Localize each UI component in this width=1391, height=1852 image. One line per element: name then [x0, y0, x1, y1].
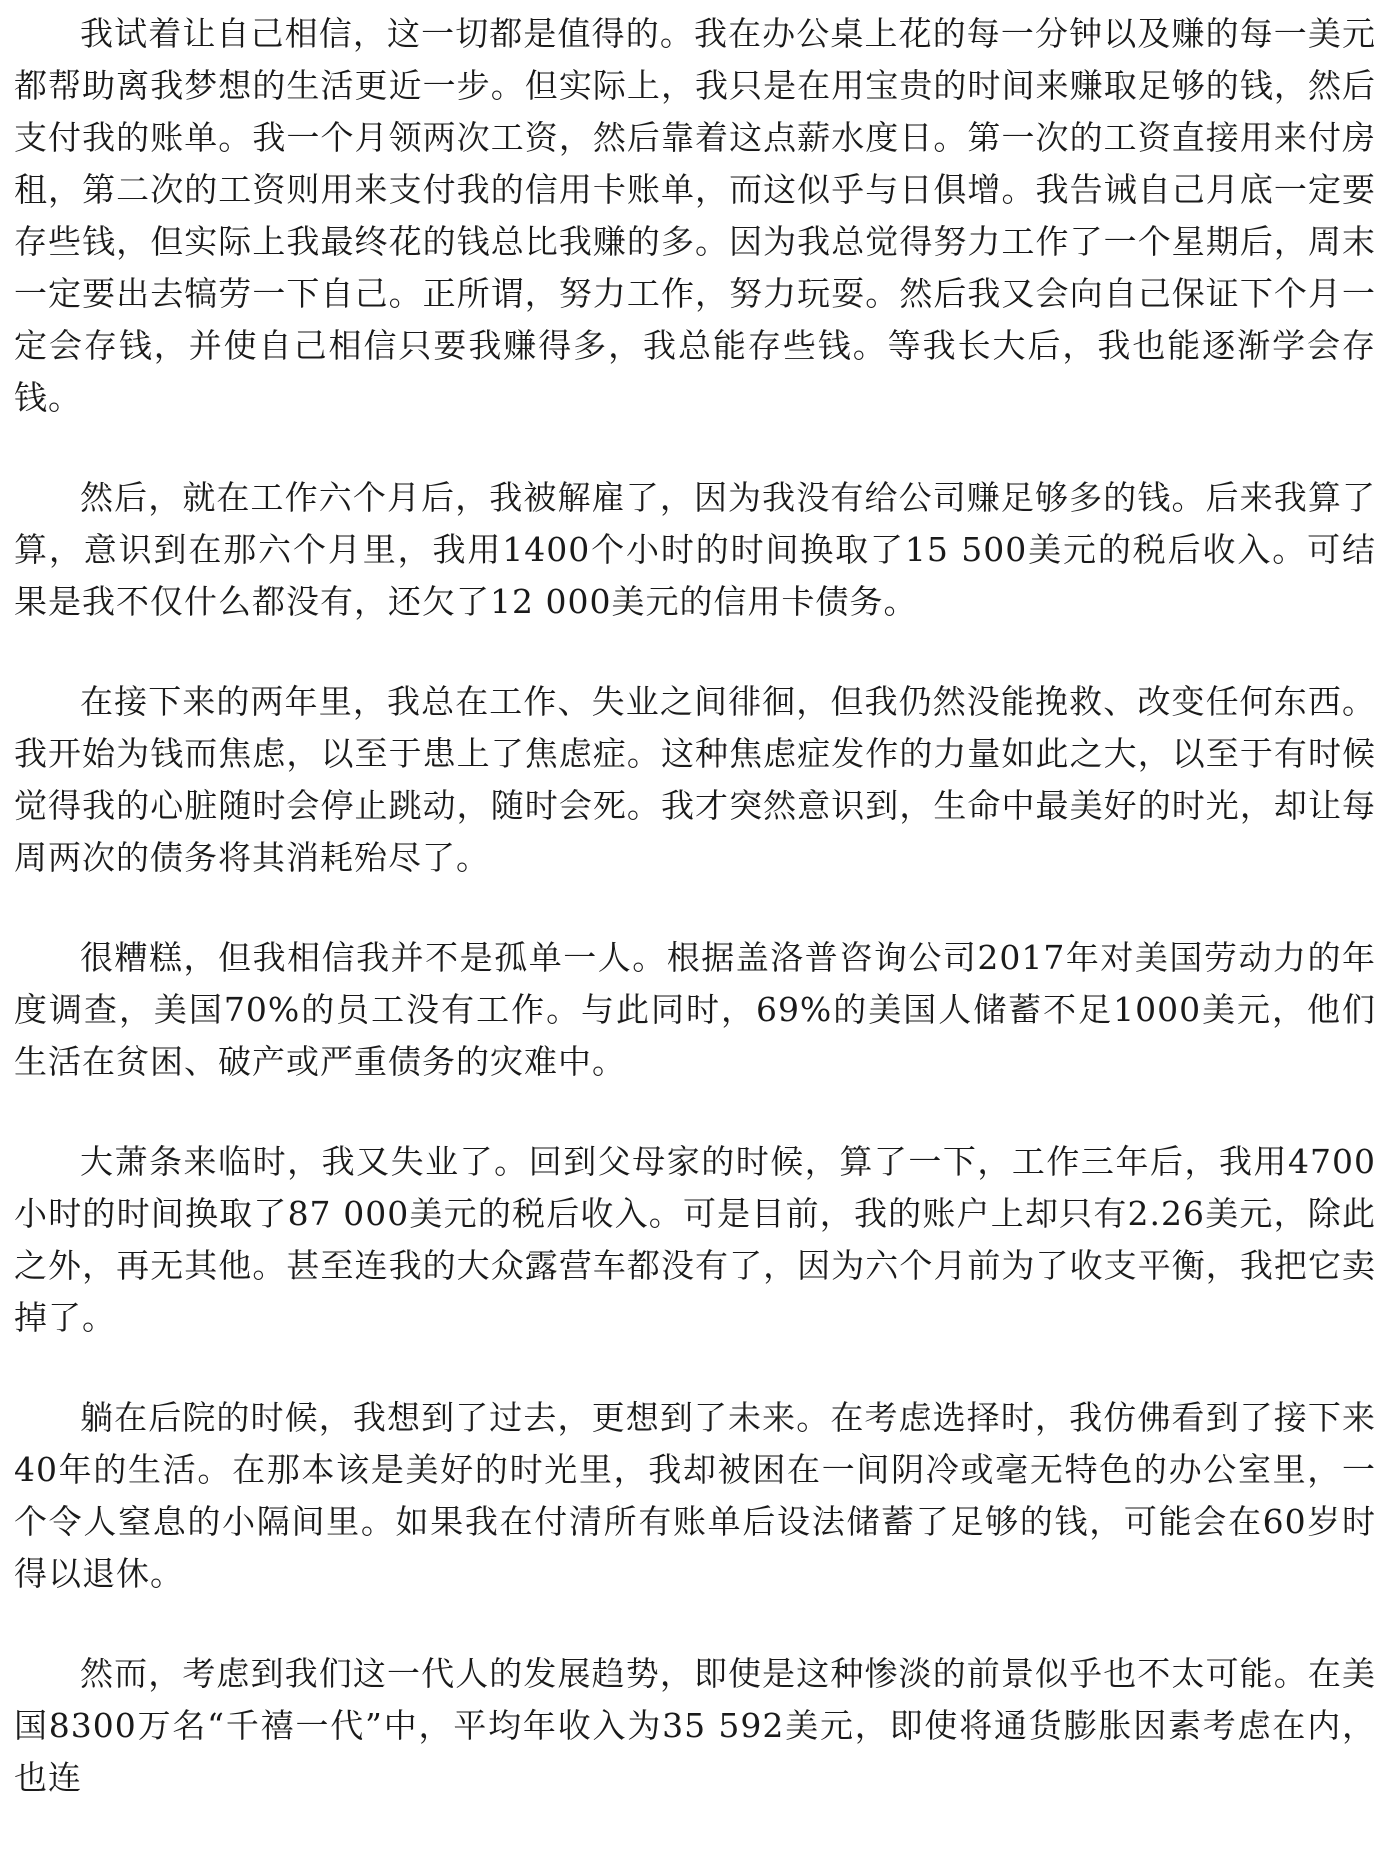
paragraph-7: 然而，考虑到我们这一代人的发展趋势，即使是这种惨淡的前景似乎也不太可能。在美国8300万名“千禧一代”中，平均年收入为35 592美元，即使将通货膨胀因素考虑在内，也连 — [14, 1654, 1376, 1797]
paragraph-6: 躺在后院的时候，我想到了过去，更想到了未来。在考虑选择时，我仿佛看到了接下来40年的生活。在那本该是美好的时光里，我却被困在一间阴冷或毫无特色的办公室里，一个令人窒息的小隔间里。如果我在付清所有账单后设法储蓄了足够的钱，可能会在60岁时得以退休。 — [14, 1398, 1376, 1593]
paragraph-3: 在接下来的两年里，我总在工作、失业之间徘徊，但我仍然没能挽救、改变任何东西。我开始为钱而焦虑，以至于患上了焦虑症。这种焦虑症发作的力量如此之大，以至于有时候觉得我的心脏随时会停止跳动，随时会死。我才突然意识到，生命中最美好的时光，却让每周两次的债务将其消耗殆尽了。 — [14, 682, 1376, 877]
paragraph-4: 很糟糕，但我相信我并不是孤单一人。根据盖洛普咨询公司2017年对美国劳动力的年度调查，美国70%的员工没有工作。与此同时，69%的美国人储蓄不足1000美元，他们生活在贫困、破产或严重债务的灾难中。 — [14, 938, 1376, 1081]
paragraph-5: 大萧条来临时，我又失业了。回到父母家的时候，算了一下，工作三年后，我用4700小时的时间换取了87 000美元的税后收入。可是目前，我的账户上却只有2.26美元，除此之外，再无其他。甚至连我的大众露营车都没有了，因为六个月前为了收支平衡，我把它卖掉了。 — [14, 1142, 1376, 1337]
body-text — [14, 8, 1376, 1852]
paragraph-2: 然后，就在工作六个月后，我被解雇了，因为我没有给公司赚足够多的钱。后来我算了算，意识到在那六个月里，我用1400个小时的时间换取了15 500美元的税后收入。可结果是我不仅什么都没有，还欠了12 000美元的信用卡债务。 — [14, 478, 1376, 621]
paragraph-1: 我试着让自己相信，这一切都是值得的。我在办公桌上花的每一分钟以及赚的每一美元都帮助离我梦想的生活更近一步。但实际上，我只是在用宝贵的时间来赚取足够的钱，然后支付我的账单。我一个月领两次工资，然后靠着这点薪水度日。第一次的工资直接用来付房租，第二次的工资则用来支付我的信用卡账单，而这似乎与日俱增。我告诫自己月底一定要存些钱，但实际上我最终花的钱总比我赚的多。因为我总觉得努力工作了一个星期后，周末一定要出去犒劳一下自己。正所谓，努力工作，努力玩耍。然后我又会向自己保证下个月一定会存钱，并使自己相信只要我赚得多，我总能存些钱。等我长大后，我也能逐渐学会存钱。 — [14, 14, 1376, 417]
